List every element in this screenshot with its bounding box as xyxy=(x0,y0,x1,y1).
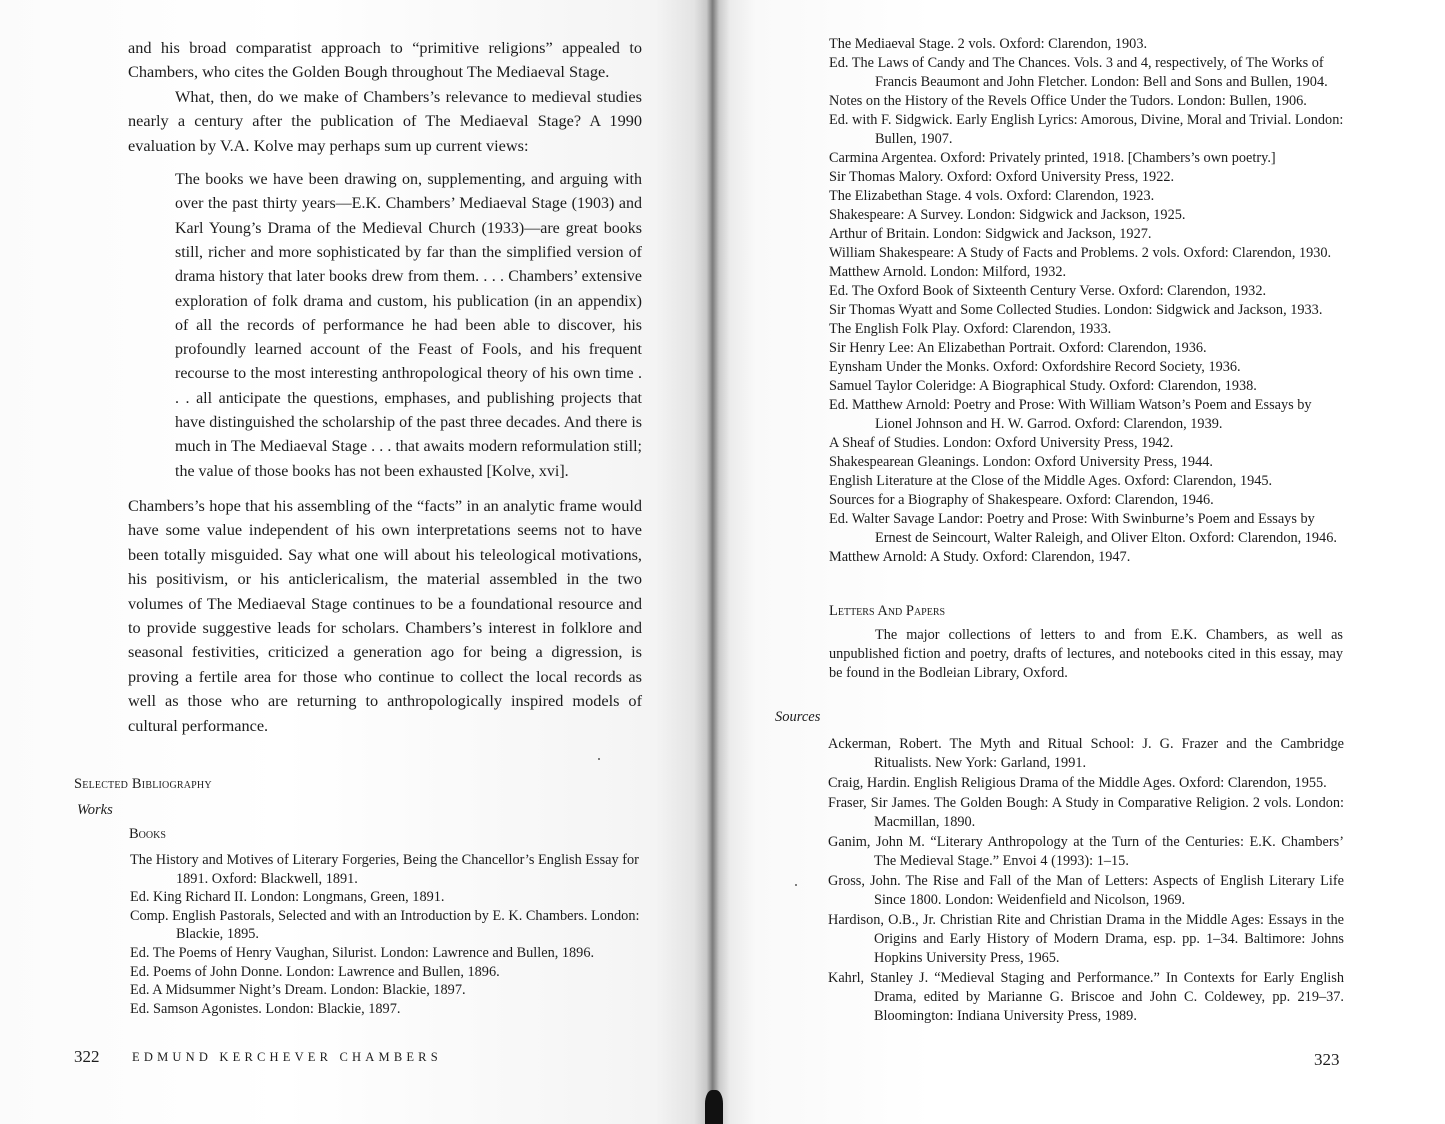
bibliography-entry: Ed. Poems of John Donne. London: Lawrence and Bullen, 1896. xyxy=(130,963,500,980)
bibliography-entry: Comp. English Pastorals, Selected and with an Introduction by E. K. Chambers. London: Blackie, 1895. xyxy=(130,907,640,943)
bibliography-entry: Sir Thomas Wyatt and Some Collected Studies. London: Sidgwick and Jackson, 1933. xyxy=(829,302,1323,318)
bibliography-entry: Sir Thomas Malory. Oxford: Oxford University Press, 1922. xyxy=(829,169,1175,185)
bibliography-entry: Carmina Argentea. Oxford: Privately printed, 1918. [Chambers’s own poetry.] xyxy=(829,150,1276,166)
bibliography-entry: Ed. The Laws of Candy and The Chances. Vols. 3 and 4, respectively, of The Works of Francis Beaumont and John Fletcher. London: Bell and Sons and Bullen, 1904. xyxy=(829,55,1328,90)
bibliography-entry: A Sheaf of Studies. London: Oxford University Press, 1942. xyxy=(829,435,1174,451)
paragraph-1: and his broad comparatist approach to “primitive religions” appealed to Chambers, who cites the Golden Bough throughout The Mediaeval Stage. xyxy=(128,38,642,82)
left-body-text xyxy=(128,36,642,738)
bibliography-entry: Sources for a Biography of Shakespeare. Oxford: Clarendon, 1946. xyxy=(829,492,1214,508)
sources-list xyxy=(828,735,1344,1027)
bibliography-entry: Ed. Matthew Arnold: Poetry and Prose: With William Watson’s Poem and Essays by Lionel Johnson and H. W. Garrod. Oxford: Clarendon, 1939. xyxy=(829,397,1312,432)
bibliography-entry: Ed. Samson Agonistes. London: Blackie, 1897. xyxy=(130,1000,401,1017)
bibliography-entry: English Literature at the Close of the Middle Ages. Oxford: Clarendon, 1945. xyxy=(829,473,1273,489)
source-entry: Fraser, Sir James. The Golden Bough: A Study in Comparative Religion. 2 vols. London: Macmillan, 1890. xyxy=(828,795,1344,830)
running-head: EDMUND KERCHEVER CHAMBERS xyxy=(132,1050,442,1064)
letters-heading: Letters And Papers xyxy=(829,603,946,619)
bibliography-entry: Shakespeare: A Survey. London: Sidgwick and Jackson, 1925. xyxy=(829,207,1186,223)
bibliography-entry: Samuel Taylor Coleridge: A Biographical Study. Oxford: Clarendon, 1938. xyxy=(829,378,1257,394)
bibliography-entry: Ed. The Poems of Henry Vaughan, Silurist. London: Lawrence and Bullen, 1896. xyxy=(130,944,595,961)
source-entry: Gross, John. The Rise and Fall of the Man of Letters: Aspects of English Literary Life Since 1800. London: Weidenfield and Nicolson, 1969. xyxy=(828,873,1344,908)
bibliography-entry: The Elizabethan Stage. 4 vols. Oxford: Clarendon, 1923. xyxy=(829,188,1155,204)
sources-heading: Sources xyxy=(775,709,821,725)
bibliography-entry: Shakespearean Gleanings. London: Oxford University Press, 1944. xyxy=(829,454,1213,470)
books-list xyxy=(130,851,644,1018)
source-entry: Hardison, O.B., Jr. Christian Rite and Christian Drama in the Middle Ages: Essays in the Origins and Early History of Modern Drama, esp. pp. 1–34. Baltimore: Johns Hopkins University Press, 1965. xyxy=(828,912,1344,966)
works-heading: Works xyxy=(77,802,113,818)
source-entry: Craig, Hardin. English Religious Drama of the Middle Ages. Oxford: Clarendon, 1955. xyxy=(828,775,1327,791)
print-speck xyxy=(795,884,797,886)
paragraph-3: Chambers’s hope that his assembling of the “facts” in an analytic frame would have some value independent of his own interpretations seems not to have been totally misguided. Say what one will about his teleological motivations, his positivism, or his anticlericalism, the material assembled in the two volumes of The Mediaeval Stage continues to be a foundational resource and to provide suggestive leads for scholars. Chambers’s interest in folklore and seasonal festivities, criticized a generation ago for being a digression, is proving a fertile area for those who continue to collect the local records as well as those who are returning to anthropologically inspired models of cultural performance. xyxy=(128,495,642,735)
bibliography-heading: Selected Bibliography xyxy=(74,776,212,792)
bibliography-entry: Sir Henry Lee: An Elizabethan Portrait. Oxford: Clarendon, 1936. xyxy=(829,340,1207,356)
bibliography-entry: William Shakespeare: A Study of Facts and Problems. 2 vols. Oxford: Clarendon, 1930. xyxy=(829,245,1332,261)
source-entry: Ackerman, Robert. The Myth and Ritual School: J. G. Frazer and the Cambridge Ritualists. New York: Garland, 1991. xyxy=(828,736,1344,771)
book-gutter xyxy=(694,0,730,1124)
block-quote: The books we have been drawing on, supplementing, and arguing with over the past thirty years—E.K. Chambers’ Mediaeval Stage (1903) and Karl Young’s Drama of the Medieval Church (1933)—are great books still, richer and more sophisticated by far than the simplified version of drama history that later books drew from them. . . . Chambers’ extensive exploration of folk drama and custom, his publication (in an appendix) of all the records of performance he had been able to discover, his profoundly learned account of the Feast of Fools, and his frequent recourse to the most interesting anthropological theory of his own time . . . all anticipate the questions, emphases, and publishing projects that have distinguished the scholarship of the past three decades. And there is much in The Mediaeval Stage . . . that awaits modern reformulation still; the value of those books has not been exhausted [Kolve, xvi]. xyxy=(175,171,642,480)
bibliography-entry: Arthur of Britain. London: Sidgwick and Jackson, 1927. xyxy=(829,226,1152,242)
print-speck xyxy=(598,758,600,760)
bibliography-entry: Ed. The Oxford Book of Sixteenth Century Verse. Oxford: Clarendon, 1932. xyxy=(829,283,1267,299)
source-entry: Kahrl, Stanley J. “Medieval Staging and Performance.” In Contexts for Early English Drama, edited by Marianne G. Briscoe and John C. Coldewey, pp. 219–37. Bloomington: Indiana University Press, 1989. xyxy=(828,970,1344,1024)
binding-shadow xyxy=(705,1090,723,1124)
bibliography-entry: Matthew Arnold: A Study. Oxford: Clarendon, 1947. xyxy=(829,549,1131,565)
books-heading: Books xyxy=(129,826,166,842)
page-number-left: 322 xyxy=(74,1047,100,1066)
bibliography-entry: Ed. with F. Sidgwick. Early English Lyrics: Amorous, Divine, Moral and Trivial. London: Bullen, 1907. xyxy=(829,112,1344,147)
paragraph-2: What, then, do we make of Chambers’s relevance to medieval studies nearly a century after the publication of The Mediaeval Stage? A 1990 evaluation by V.A. Kolve may perhaps sum up current views: xyxy=(128,86,642,155)
bibliography-entry: Matthew Arnold. London: Milford, 1932. xyxy=(829,264,1067,280)
letters-paragraph xyxy=(829,626,1343,683)
source-entry: Ganim, John M. “Literary Anthropology at the Turn of the Centuries: E.K. Chambers’ The Medieval Stage.” Envoi 4 (1993): 1–15. xyxy=(828,834,1344,869)
bibliography-entry: The History and Motives of Literary Forgeries, Being the Chancellor’s English Essay for 1891. Oxford: Blackwell, 1891. xyxy=(130,852,639,887)
letters-text: The major collections of letters to and from E.K. Chambers, as well as unpublished fiction and poetry, drafts of lectures, and notebooks cited in this essay, may be found in the Bodleian Library, Oxford. xyxy=(829,627,1343,681)
bibliography-entry: Notes on the History of the Revels Office Under the Tudors. London: Bullen, 1906. xyxy=(829,93,1307,109)
works-list-continued xyxy=(829,35,1349,567)
bibliography-entry: Ed. Walter Savage Landor: Poetry and Prose: With Swinburne’s Poem and Essays by Ernest de Seincourt, Walter Raleigh, and Oliver Elton. Oxford: Clarendon, 1946. xyxy=(829,511,1337,546)
bibliography-entry: Ed. King Richard II. London: Longmans, Green, 1891. xyxy=(130,889,445,906)
bibliography-entry: The Mediaeval Stage. 2 vols. Oxford: Clarendon, 1903. xyxy=(829,36,1148,52)
page-number-right: 323 xyxy=(1314,1050,1340,1069)
bibliography-entry: The English Folk Play. Oxford: Clarendon, 1933. xyxy=(829,321,1112,337)
left-page xyxy=(0,0,712,1124)
bibliography-entry: Ed. A Midsummer Night’s Dream. London: Blackie, 1897. xyxy=(130,982,466,999)
bibliography-entry: Eynsham Under the Monks. Oxford: Oxfordshire Record Society, 1936. xyxy=(829,359,1241,375)
